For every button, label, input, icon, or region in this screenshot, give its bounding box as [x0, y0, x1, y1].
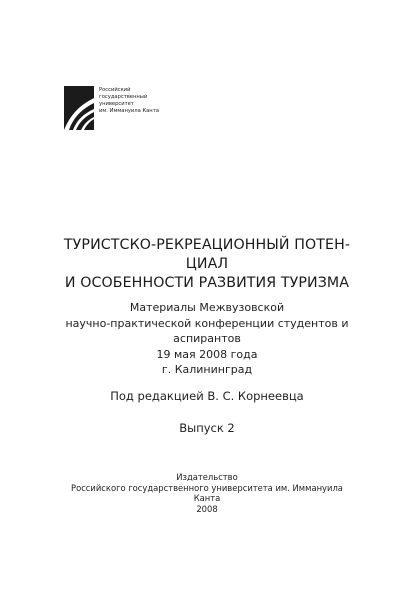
university-logo [64, 86, 174, 130]
logo-line: государственный [99, 94, 148, 100]
university-name [99, 87, 159, 115]
university-emblem-icon [64, 86, 94, 130]
subtitle-line: Материалы Межвузовской [129, 301, 285, 314]
logo-line: университет [99, 101, 134, 107]
logo-line: им. Иммануила Канта [99, 108, 159, 114]
title-line: ЦИАЛ [185, 256, 229, 272]
subtitle-line: аспирантов [173, 332, 241, 345]
title-line: И ОСОБЕННОСТИ РАЗВИТИЯ ТУРИЗМА [64, 275, 350, 291]
title-line: ТУРИСТСКО-РЕКРЕАЦИОННЫЙ ПОТЕН- [63, 237, 351, 253]
publisher-line: Российского государственного университета им. Иммануила [71, 482, 343, 493]
book-title [0, 236, 414, 293]
conference-info [0, 300, 414, 378]
editor-credit: Под редакцией В. С. Корнеевца [110, 389, 304, 403]
publisher-line: Издательство [176, 472, 238, 482]
logo-line: Российский [99, 87, 131, 93]
issue-number: Выпуск 2 [179, 421, 235, 435]
conference-city: г. Калининград [161, 363, 253, 376]
publisher-info [0, 472, 414, 515]
publisher-line: Канта [193, 493, 221, 504]
publication-year: 2008 [196, 504, 218, 515]
subtitle-line: научно-практической конференции студентов и [65, 316, 349, 330]
conference-date: 19 мая 2008 года [156, 347, 258, 361]
